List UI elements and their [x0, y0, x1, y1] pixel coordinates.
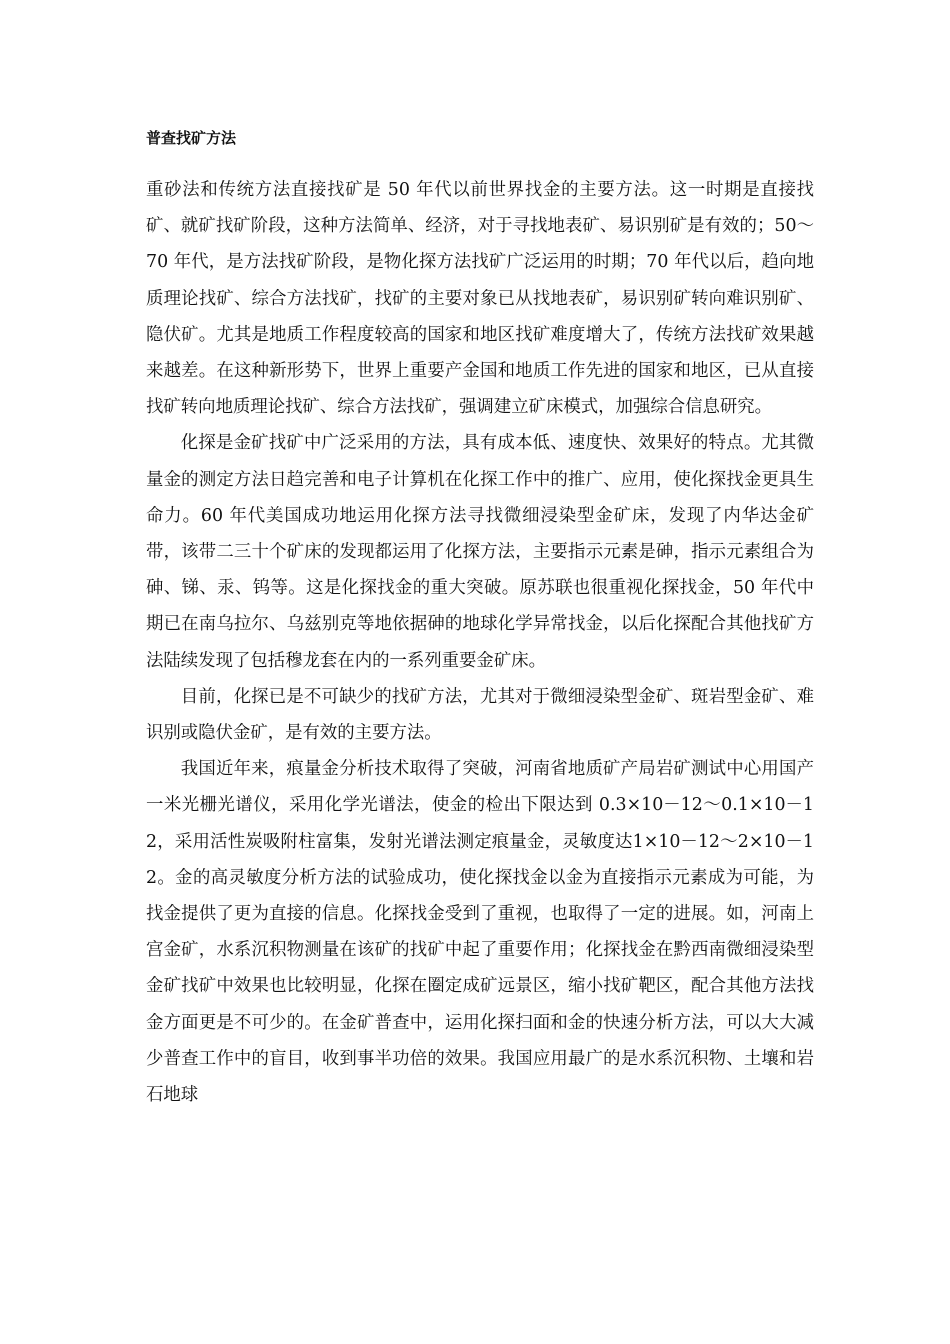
paragraph-2: 化探是金矿找矿中广泛采用的方法，具有成本低、速度快、效果好的特点。尤其微量金的测定方法日趋完善和电子计算机在化探工作中的推广、应用，使化探找金更具生命力。60 年代美国成功地运用化探方法寻找微细浸染型金矿床，发现了内华达金矿带，该带二三十个矿床的发现都运用了化探方法，主要指示元素是砷，指示元素组合为砷、锑、汞、钨等。这是化探找金的重大突破。原苏联也很重视化探找金，50 年代中期已在南乌拉尔、乌兹别克等地依据砷的地球化学异常找金，以后化探配合其他找矿方法陆续发现了包括穆龙套在内的一系列重要金矿床。 — [146, 433, 814, 671]
paragraph-4: 我国近年来，痕量金分析技术取得了突破，河南省地质矿产局岩矿测试中心用国产一米光栅光谱仪，采用化学光谱法，使金的检出下限达到 0.3×10－12～0.1×10－12，采用活性炭吸附柱富集，发射光谱法测定痕量金，灵敏度达1×10－12～2×10－12。金的高灵敏度分析方法的试验成功，使化探找金以金为直接指示元素成为可能，为找金提供了更为直接的信息。化探找金受到了重视，也取得了一定的进展。如，河南上宫金矿，水系沉积物测量在该矿的找矿中起了重要作用；化探找金在黔西南微细浸染型金矿找矿中效果也比较明显，化探在圈定成矿远景区，缩小找矿靶区，配合其他方法找金方面更是不可少的。在金矿普查中，运用化探扫面和金的快速分析方法，可以大大减少普查工作中的盲目，收到事半功倍的效果。我国应用最广的是水系沉积物、土壤和岩石地球 — [146, 759, 814, 1106]
paragraph-1: 重砂法和传统方法直接找矿是 50 年代以前世界找金的主要方法。这一时期是直接找矿、就矿找矿阶段，这种方法简单、经济，对于寻找地表矿、易识别矿是有效的；50～70 年代，是方法找矿阶段，是物化探方法找矿广泛运用的时期；70 年代以后，趋向地质理论找矿、综合方法找矿，找矿的主要对象已从找地表矿，易识别矿转向难识别矿、隐伏矿。尤其是地质工作程度较高的国家和地区找矿难度增大了，传统方法找矿效果越来越差。在这种新形势下，世界上重要产金国和地质工作先进的国家和地区，已从直接找矿转向地质理论找矿、综合方法找矿，强调建立矿床模式，加强综合信息研究。 — [146, 180, 814, 418]
paragraph-3: 目前，化探已是不可缺少的找矿方法，尤其对于微细浸染型金矿、斑岩型金矿、难识别或隐伏金矿，是有效的主要方法。 — [146, 686, 814, 744]
section-title: 普查找矿方法 — [146, 129, 237, 147]
body-text — [146, 172, 814, 1113]
